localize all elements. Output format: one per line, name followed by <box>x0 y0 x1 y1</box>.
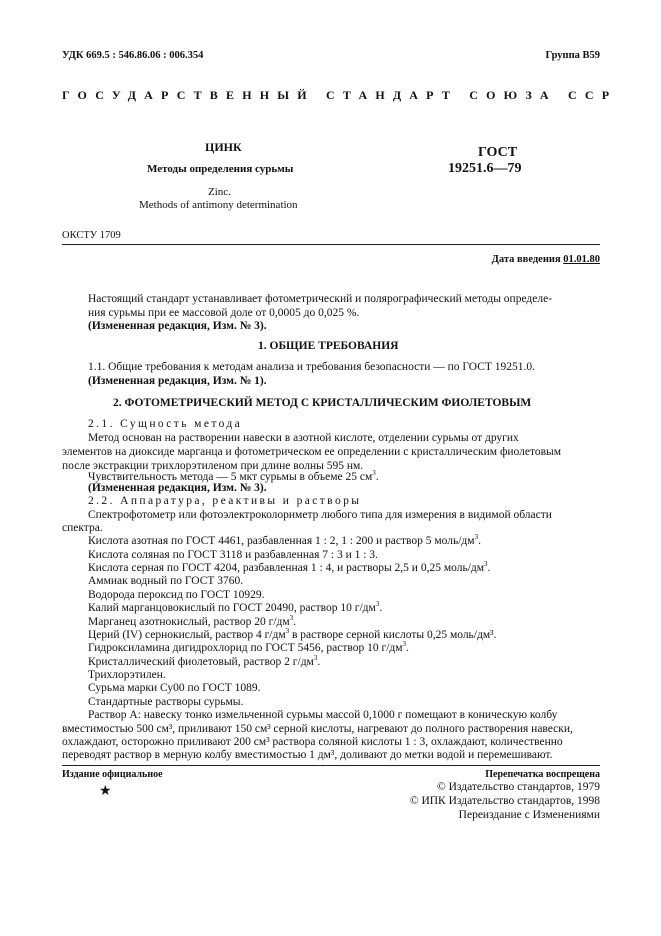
section-2-1-line-2-text: элементов на диоксиде марганца и фотометрическом ее определении с кристаллическим фиолетовым <box>62 446 562 458</box>
reagent-text: Стандартные растворы сурьмы. <box>88 696 244 708</box>
section-2-2-line-1: Спектрофотометр или фотоэлектроколориметр любого типа для измерения в видимой области <box>88 509 552 521</box>
section-1-revision: (Измененная редакция, Изм. № 1). <box>88 375 267 387</box>
section-2-heading: 2. ФОТОМЕТРИЧЕСКИЙ МЕТОД С КРИСТАЛЛИЧЕСКИМ ФИОЛЕТОВЫМ <box>113 397 532 409</box>
reagent-text: Трихлорэтилен. <box>88 669 166 681</box>
document-title: ЦИНК <box>205 140 242 154</box>
reagent-sup: 3 <box>285 627 290 636</box>
sensitivity-end: . <box>375 471 379 483</box>
reagent-item <box>88 616 296 628</box>
reagent-item <box>88 682 261 694</box>
reagent-text: Церий (IV) сернокислый, раствор 4 г/дм <box>88 629 286 641</box>
reagent-text: Кислота серная по ГОСТ 4204, разбавленная 1 : 4, и растворы 2,5 и 0,25 моль/дм <box>88 562 485 574</box>
section-2-2-line-2: спектра. <box>62 522 103 534</box>
star-icon: ★ <box>99 784 112 799</box>
reagent-end: . <box>317 656 321 668</box>
solution-a-line-1: Раствор А: навеску тонко измельченной сурьмы массой 0,1000 г помещают в коническую колбу <box>88 709 558 721</box>
reagent-text: Кислота соляная по ГОСТ 3118 и разбавленная 7 : 3 и 1 : 3. <box>88 549 378 561</box>
reagent-text: Сурьма марки Су00 по ГОСТ 1089. <box>88 682 261 694</box>
reagent-text: Водорода пероксид по ГОСТ 10929. <box>88 589 265 601</box>
reagent-text: Марганец азотнокислый, раствор 20 г/дм <box>88 616 290 628</box>
effective-date-label: Дата введения <box>491 254 561 265</box>
reagent-item <box>88 602 382 614</box>
reagent-text: Гидроксиламина дигидрохлорид по ГОСТ 5456, раствор 10 г/дм <box>88 642 403 654</box>
reagent-item <box>88 669 166 681</box>
reagent-text: Кислота азотная по ГОСТ 4461, разбавленная 1 : 2, 1 : 200 и раствор 5 моль/дм <box>88 535 475 547</box>
effective-date-value: 01.01.80 <box>563 254 600 265</box>
reagent-end: . <box>293 616 297 628</box>
english-subtitle: Methods of antimony determination <box>139 199 298 211</box>
section-2-1-line-2 <box>62 446 562 458</box>
reagent-item <box>88 549 378 561</box>
solution-a-line-3: охлаждают, осторожно приливают 200 см³ раствора соляной кислоты 1 : 3, охлаждают, количественно <box>62 736 563 748</box>
reagent-end: . <box>487 562 491 574</box>
section-2-1-heading: 2.1. Сущность метода <box>88 418 243 430</box>
reagent-sup: 3 <box>474 533 479 542</box>
solution-a-line-4: переводят раствор в мерную колбу вместимостью 1 дм³, доливают до метки водой и перемешивают. <box>62 749 553 761</box>
udk-code: УДК 669.5 : 546.86.06 : 006.354 <box>62 50 204 61</box>
reagent-item <box>88 589 265 601</box>
reagent-end: . <box>406 642 409 654</box>
divider-bottom <box>62 765 600 766</box>
state-standard-banner: ГОСУДАРСТВЕННЫЙ СТАНДАРТ СОЮЗА ССР <box>62 88 618 102</box>
reagent-sup: 3 <box>402 640 407 649</box>
document-subtitle: Методы определения сурьмы <box>147 163 294 175</box>
intro-line-1: Настоящий стандарт устанавливает фотометрический и полярографический методы определе- <box>88 293 553 305</box>
reagent-sup: 3 <box>289 614 294 623</box>
reagent-item <box>88 562 490 574</box>
gost-label: ГОСТ <box>478 145 518 160</box>
section-1-text: 1.1. Общие требования к методам анализа и требования безопасности — по ГОСТ 19251.0. <box>88 361 536 373</box>
intro-revision: (Измененная редакция, Изм. № 3). <box>88 320 267 332</box>
copyright-1998: © ИПК Издательство стандартов, 1998 <box>409 795 600 807</box>
section-2-2-heading: 2.2. Аппаратура, реактивы и растворы <box>88 495 362 507</box>
sensitivity-text: Чувствительность метода — 5 мкт сурьмы в объеме 25 см <box>88 471 373 483</box>
effective-date <box>492 254 600 265</box>
copyright-1979: © Издательство стандартов, 1979 <box>436 781 600 793</box>
reagent-end: . <box>379 602 383 614</box>
reagent-text: Калий марганцовокислый по ГОСТ 20490, раствор 10 г/дм <box>88 602 376 614</box>
reagent-item <box>88 629 496 641</box>
reagent-item <box>88 535 481 547</box>
gost-number: 19251.6—79 <box>448 161 522 176</box>
english-title: Zinc. <box>208 186 231 198</box>
reagent-item <box>88 656 320 668</box>
divider-top <box>62 244 600 245</box>
solution-a-line-2: вместимостью 500 см³, приливают 150 см³ серной кислоты, нагревают до полного растворения навески, <box>62 723 573 735</box>
reagent-sup: 3 <box>484 560 488 569</box>
section-1-heading: 1. ОБЩИЕ ТРЕБОВАНИЯ <box>258 340 399 352</box>
reagent-text: Кристаллический фиолетовый, раствор 2 г/дм <box>88 656 314 668</box>
section-2-1-line-1: Метод основан на растворении навески в азотной кислоте, отделении сурьмы от других <box>88 432 519 444</box>
okstu-code: ОКСТУ 1709 <box>62 230 121 241</box>
reagent-end: . <box>478 535 481 547</box>
reagent-item <box>88 575 243 587</box>
section-2-1-line-3: после экстракции трихлорэтиленом при длине волны 595 нм. <box>62 460 364 472</box>
official-edition: Издание официальное <box>62 769 163 780</box>
reagent-item <box>88 696 243 708</box>
reagent-sup: 3 <box>375 600 380 609</box>
sensitivity-sup: 3 <box>372 469 376 478</box>
reagent-sup: 3 <box>313 654 318 663</box>
reagent-item <box>88 642 409 654</box>
reagent-end: в растворе серной кислоты 0,25 моль/дм³. <box>289 629 497 641</box>
intro-line-2: ния сурьмы при ее массовой доле от 0,0005 до 0,025 %. <box>88 307 360 319</box>
group-code: Группа В59 <box>545 50 600 61</box>
reprint-notice: Перепечатка воспрещена <box>485 769 600 780</box>
reissue-note: Переиздание с Изменениями <box>458 809 600 821</box>
section-2-1-revision: (Измененная редакция, Изм. № 3). <box>88 482 267 494</box>
reagent-text: Аммиак водный по ГОСТ 3760. <box>88 575 244 587</box>
